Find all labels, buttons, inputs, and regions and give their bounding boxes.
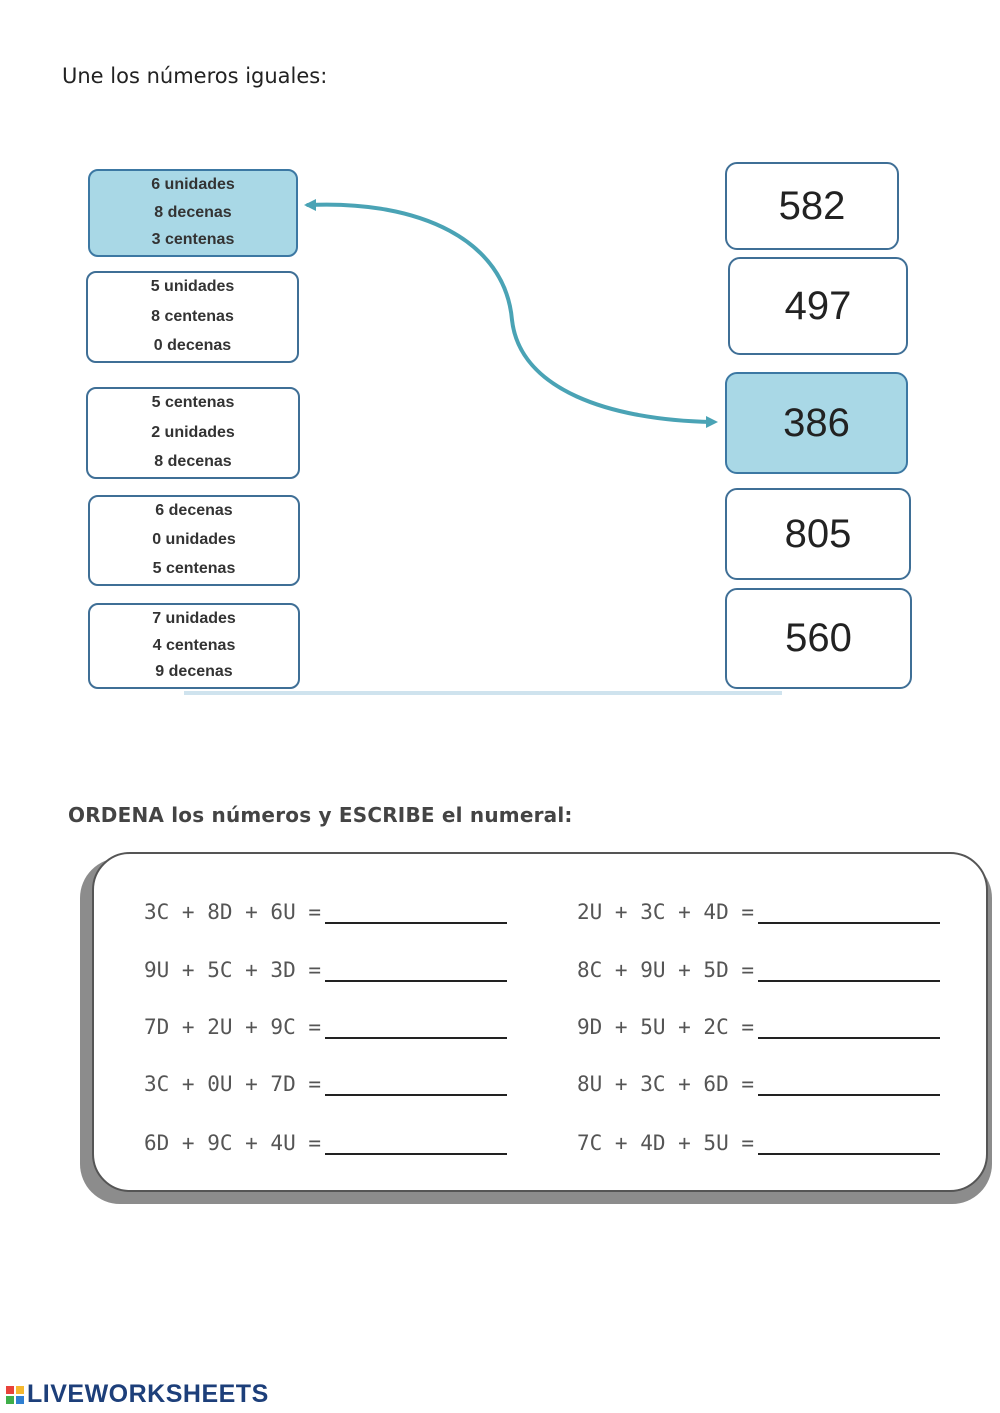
right-box-2[interactable]: 497 [728,257,908,355]
logo-icon [6,1386,24,1404]
left-box-5-line-3: 9 decenas [155,663,233,680]
equation-right-2-text: 8C + 9U + 5D = [577,958,755,982]
answer-blank[interactable] [758,1074,940,1096]
equation-right-5-text: 7C + 4D + 5U = [577,1131,755,1155]
equation-left-4[interactable] [144,1072,507,1096]
answer-blank[interactable] [758,1017,940,1039]
answer-blank[interactable] [325,902,507,924]
left-box-1-line-3: 3 centenas [151,231,235,248]
left-box-3-line-2: 2 unidades [151,423,235,441]
answer-blank[interactable] [325,1133,507,1155]
equation-left-5[interactable] [144,1131,507,1155]
equation-left-5-text: 6D + 9C + 4U = [144,1131,322,1155]
logo-text: LIVEWORKSHEETS [27,1380,269,1408]
answer-blank[interactable] [758,902,940,924]
equation-left-3[interactable] [144,1015,507,1039]
equation-right-1[interactable] [577,900,940,924]
left-box-5-line-2: 4 centenas [152,636,236,654]
divider-line [184,691,782,695]
answer-blank[interactable] [325,960,507,982]
answer-blank[interactable] [758,1133,940,1155]
left-box-4-line-1: 6 decenas [155,502,233,519]
equation-right-3-text: 9D + 5U + 2C = [577,1015,755,1039]
left-box-1-line-1: 6 unidades [151,176,235,193]
equation-left-3-text: 7D + 2U + 9C = [144,1015,322,1039]
left-box-2-line-1: 5 unidades [150,278,235,295]
equation-right-5[interactable] [577,1131,940,1155]
order-instruction: ORDENA los números y ESCRIBE el numeral: [68,803,573,827]
equation-right-2[interactable] [577,958,940,982]
left-box-4-line-3: 5 centenas [152,560,236,577]
equation-left-1[interactable] [144,900,507,924]
left-box-3-line-3: 8 decenas [154,453,232,470]
match-instruction: Une los números iguales: [62,64,328,88]
left-box-2-line-3: 0 decenas [153,337,232,354]
right-box-3[interactable]: 386 [725,372,908,474]
right-box-5[interactable]: 560 [725,588,912,689]
liveworksheets-logo [6,1380,269,1409]
right-box-1[interactable]: 582 [725,162,899,250]
left-box-5-line-1: 7 unidades [152,610,236,627]
left-box-2-line-2: 8 centenas [151,307,234,325]
left-box-4-line-2: 0 unidades [152,531,236,548]
left-box-3-line-1: 5 centenas [151,394,235,411]
left-box-1-line-2: 8 decenas [154,203,232,221]
answer-blank[interactable] [758,960,940,982]
equation-left-2-text: 9U + 5C + 3D = [144,958,322,982]
equation-left-1-text: 3C + 8D + 6U = [144,900,322,924]
equation-left-2[interactable] [144,958,507,982]
right-box-4[interactable]: 805 [725,488,911,580]
answer-blank[interactable] [325,1017,507,1039]
equation-right-4[interactable] [577,1072,940,1096]
equation-left-4-text: 3C + 0U + 7D = [144,1072,322,1096]
equation-right-1-text: 2U + 3C + 4D = [577,900,755,924]
equation-right-3[interactable] [577,1015,940,1039]
answer-blank[interactable] [325,1074,507,1096]
equation-right-4-text: 8U + 3C + 6D = [577,1072,755,1096]
